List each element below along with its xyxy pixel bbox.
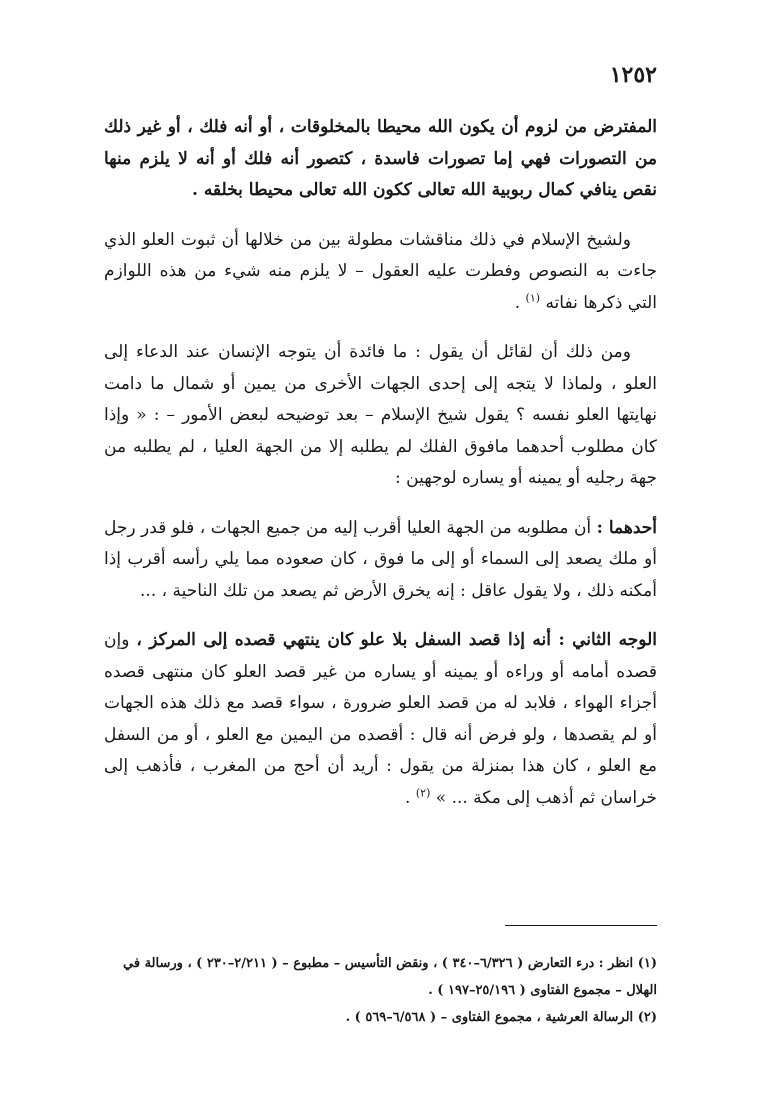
- paragraph-1-text: المفترض من لزوم أن يكون الله محيطا بالمخلوقات ، أو أنه فلك ، أو غير ذلك من التصورات فهي إما تصورات فاسدة ، كتصور أنه فلك أو أنه لا يلزم منها نقص ينافي كمال ربوبية الله تعالى ككون الله تعالى محيطا بخلقه .: [104, 117, 657, 200]
- paragraph-5-lead-rest: أنه إذا قصد السفل بلا علو كان ينتهي قصده إلى المركز ،: [136, 630, 559, 650]
- main-text: [104, 112, 657, 814]
- paragraph-5-tail: .: [405, 787, 416, 808]
- paragraph-5-text: وإن قصده أمامه أو وراءه أو يمينه أو يساره من غير قصد العلو كان منتهى قصده أجزاء الهواء ، فلابد له من قصد العلو ضرورة ، سواء قصد مع ذلك هذه الجهات أو لم يقصدها ، ولو فرض أنه قال : أقصده من اليمين مع العلو ، أو من السفل مع العلو ، كان هذا بمنزلة من يقول : أريد أن أحج من المغرب ، فأذهب إلى خراسان ثم أذهب إلى مكة ... »: [104, 630, 657, 808]
- footnote-2: (٢) الرسالة العرشية ، مجموع الفتاوى – ( ٦/٥٦٨–٥٦٩ ) .: [345, 1010, 657, 1025]
- paragraph-2-text: ولشيخ الإسلام في ذلك مناقشات مطولة بين من خلالها أن ثبوت العلو الذي جاءت به النصوص وفطرت عليه العقول – لا يلزم منه شيء من هذه اللوازم التي ذكرها نفاته: [104, 229, 657, 313]
- paragraph-5: [104, 625, 657, 814]
- paragraph-2-tail: .: [514, 292, 526, 313]
- page-number: ١٢٥٢: [609, 62, 657, 88]
- paragraph-3: [104, 337, 657, 495]
- paragraph-4-text: أن مطلوبه من الجهة العليا أقرب إليه من جميع الجهات ، فلو قدر رجل أو ملك يصعد إلى السماء أو إلى ما فوق ، كان صعوده مما يلي رأسه أقرب إذا أمكنه ذلك ، ولا يقول عاقل : إنه يخرق الأرض ثم يصعد من تلك الناحية ، ...: [104, 517, 657, 601]
- paragraph-3-text: ومن ذلك أن لقائل أن يقول : ما فائدة أن يتوجه الإنسان عند الدعاء إلى العلو ، ولماذا لا يتجه إلى إحدى الجهات الأخرى من يمين أو شمال ما دامت نهايتها العلو نفسه ؟ يقول شيخ الإسلام – بعد توضيحه لبعض الأمور – : « وإذا كان مطلوب أحدهما مافوق الفلك لم يطلبه إلا من الجهة العليا ، لم يطلبه من جهة رجليه أو يمينه أو يساره لوجهين :: [104, 342, 657, 488]
- paragraph-5-lead: الوجه الثاني :: [558, 630, 657, 650]
- paragraph-1: [104, 112, 657, 207]
- footnote-ref-2: (٢): [415, 785, 431, 799]
- paragraph-2: [104, 225, 657, 320]
- paragraph-4-lead: أحدهما :: [596, 517, 658, 538]
- footnote-ref-1: (١): [525, 290, 541, 304]
- footnotes: [104, 950, 657, 1031]
- footnote-divider: [505, 925, 657, 926]
- paragraph-4: [104, 513, 657, 608]
- footnote-1: (١) انظر : درء التعارض ( ٦/٣٢٦–٣٤٠ ) ، ونقض التأسيس – مطبوع – ( ٢/٢١١–٢٣٠ ) ، ورسالة في الهلال – مجموع الفتاوى ( ٢٥/١٩٦–١٩٧ ) .: [123, 956, 657, 998]
